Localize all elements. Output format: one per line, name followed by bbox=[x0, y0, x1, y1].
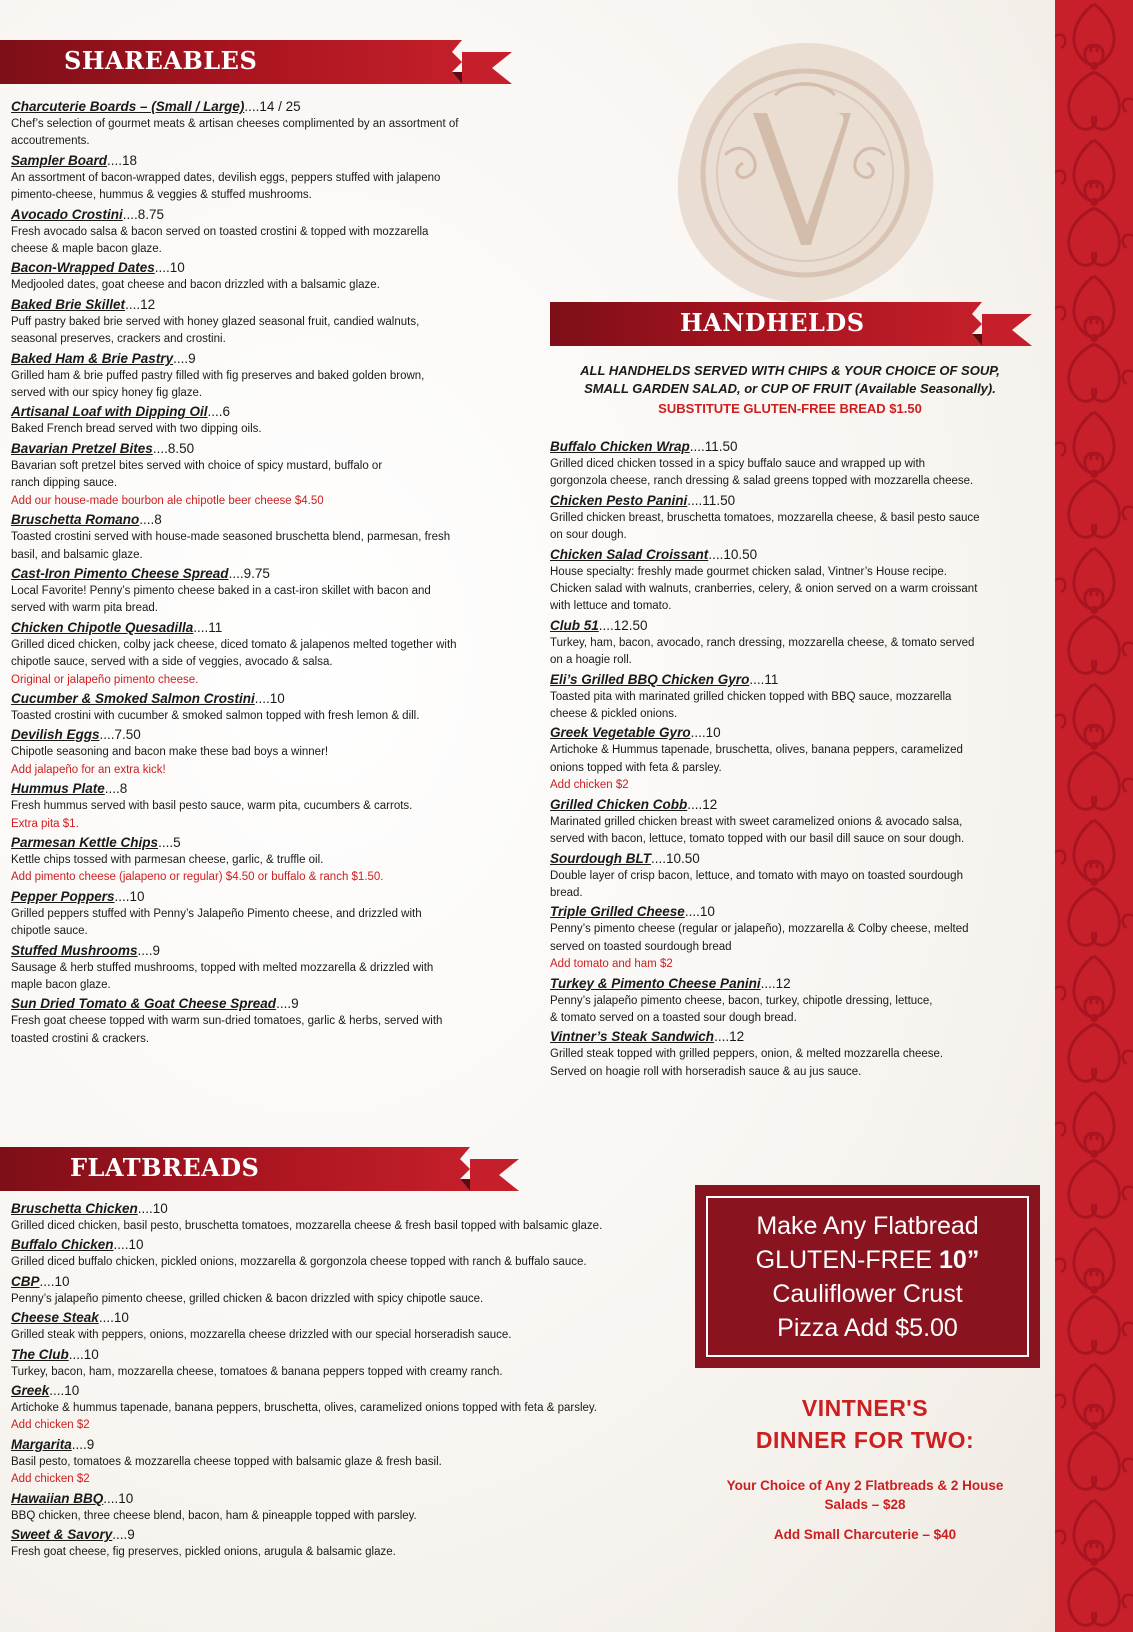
menu-item-price: ....10 bbox=[113, 1237, 144, 1253]
menu-item-description: gorgonzola cheese, ranch dressing & salad greens topped with mozzarella cheese. bbox=[550, 475, 974, 488]
menu-item-header bbox=[11, 439, 531, 458]
menu-item-price: ....10.50 bbox=[708, 546, 758, 562]
menu-item bbox=[11, 510, 531, 564]
menu-item-description: Turkey, ham, bacon, avocado, ranch dressing, mozzarella cheese, & tomato served bbox=[550, 636, 975, 649]
menu-item-description: on sour dough. bbox=[550, 529, 627, 542]
menu-item-header bbox=[11, 779, 531, 798]
gluten-free-promo-box bbox=[695, 1185, 1040, 1368]
flatbreads-banner bbox=[0, 1145, 522, 1193]
menu-item-description: accoutrements. bbox=[11, 135, 90, 148]
menu-item bbox=[550, 437, 1040, 491]
menu-item bbox=[11, 1272, 691, 1308]
menu-item bbox=[11, 1199, 691, 1235]
menu-item-description: Chicken salad with walnuts, cranberries, celery, & onion served on a warm croissant bbox=[550, 583, 978, 596]
menu-item-header bbox=[550, 849, 1040, 868]
menu-item-header bbox=[11, 1525, 691, 1544]
menu-item-description: Chef’s selection of gourmet meats & artisan cheeses complimented by an assortment of bbox=[11, 118, 459, 130]
menu-item-price: ....10.50 bbox=[650, 850, 700, 866]
menu-item-header bbox=[11, 994, 531, 1013]
menu-item-price: ....9 bbox=[173, 350, 196, 366]
menu-item-addon-note: Original or jalapeño pimento cheese. bbox=[11, 673, 199, 686]
menu-item-price: ....10 bbox=[684, 904, 715, 920]
handhelds-banner bbox=[550, 300, 1035, 348]
menu-item-name: Hummus Plate bbox=[11, 781, 105, 797]
handhelds-intro-line1: ALL HANDHELDS SERVED WITH CHIPS & YOUR CHOICE OF SOUP, bbox=[580, 363, 1000, 378]
menu-item-description: Fresh goat cheese topped with warm sun-dried tomatoes, garlic & herbs, served with bbox=[11, 1015, 443, 1028]
menu-item-description: on a hoagie roll. bbox=[550, 654, 632, 667]
menu-item bbox=[11, 994, 531, 1048]
menu-item-price: ....6 bbox=[207, 404, 231, 420]
menu-item-name: CBP bbox=[11, 1273, 40, 1289]
menu-item bbox=[11, 1489, 691, 1525]
menu-item-header bbox=[11, 1345, 691, 1364]
menu-item-description: Grilled chicken breast, bruschetta tomatoes, mozzarella cheese, & basil pesto sauce bbox=[550, 511, 980, 524]
menu-item bbox=[11, 564, 531, 618]
menu-item-header bbox=[11, 295, 531, 314]
menu-item-description: Medjooled dates, goat cheese and bacon drizzled with a balsamic glaze. bbox=[11, 279, 380, 292]
menu-item-description: with lettuce and tomato. bbox=[550, 600, 672, 613]
menu-item bbox=[11, 725, 531, 779]
menu-item bbox=[550, 849, 1040, 903]
gf-line3: Cauliflower Crust bbox=[772, 1279, 963, 1308]
menu-item bbox=[11, 1381, 691, 1435]
menu-item-price: ....11 bbox=[749, 671, 779, 687]
menu-item-price: ....10 bbox=[254, 690, 285, 706]
menu-item-description: onions topped with feta & parsley. bbox=[550, 761, 722, 774]
menu-item-price: ....12 bbox=[125, 296, 156, 312]
menu-item-description: Artichoke & hummus tapenade, banana peppers, bruschetta, olives, caramelized onions topped with feta & parsley. bbox=[11, 1402, 597, 1415]
menu-item-price: ....18 bbox=[107, 152, 138, 168]
menu-item-price: ....10 bbox=[98, 1310, 129, 1326]
menu-item-header bbox=[550, 670, 1040, 689]
menu-item-description: served with bacon, lettuce, tomato topped with our basil dill sauce on sour dough. bbox=[550, 833, 965, 846]
menu-item-description: Grilled diced chicken tossed in a spicy buffalo sauce and wrapped up with bbox=[550, 458, 926, 470]
menu-item-description: Toasted crostini served with house-made seasoned bruschetta blend, parmesan, fresh bbox=[11, 531, 451, 544]
menu-item-description: chipotle sauce. bbox=[11, 925, 88, 938]
menu-item-header bbox=[11, 1199, 691, 1218]
menu-item bbox=[11, 151, 531, 205]
menu-item-description: Grilled diced buffalo chicken, pickled onions, mozzarella & gorgonzola cheese topped with ranch & buffalo sauce. bbox=[11, 1256, 587, 1269]
menu-item-name: Stuffed Mushrooms bbox=[11, 942, 138, 958]
menu-item-name: Eli’s Grilled BBQ Chicken Gyro bbox=[550, 671, 750, 687]
menu-item bbox=[550, 902, 1040, 973]
menu-item-header bbox=[550, 545, 1040, 564]
menu-item-description: Bavarian soft pretzel bites served with choice of spicy mustard, buffalo or bbox=[11, 459, 383, 472]
menu-item-description: toasted crostini & crackers. bbox=[11, 1032, 150, 1045]
menu-item-header bbox=[550, 1027, 1040, 1046]
menu-item-price: ....11.50 bbox=[689, 439, 738, 454]
menu-item bbox=[550, 670, 1040, 724]
menu-item-header bbox=[11, 1489, 691, 1508]
menu-item bbox=[11, 618, 531, 689]
menu-item-description: Double layer of crisp bacon, lettuce, and tomato with mayo on toasted sourdough bbox=[550, 869, 963, 882]
menu-item bbox=[11, 779, 531, 833]
menu-item bbox=[11, 941, 531, 995]
menu-item-name: Artisanal Loaf with Dipping Oil bbox=[11, 404, 208, 420]
menu-item-description: Grilled ham & brie puffed pastry filled with fig preserves and baked golden brown, bbox=[11, 369, 425, 382]
menu-item-name: Cast-Iron Pimento Cheese Spread bbox=[11, 565, 229, 581]
menu-item-price: ....9 bbox=[112, 1527, 135, 1543]
dinner-for-two-title bbox=[720, 1392, 1010, 1456]
menu-item-description: basil, and balsamic glaze. bbox=[11, 548, 143, 561]
menu-item-price: ....10 bbox=[114, 888, 145, 904]
menu-item bbox=[11, 833, 531, 887]
menu-item-price: ....9 bbox=[276, 996, 299, 1012]
menu-item-header bbox=[11, 97, 531, 116]
menu-item-addon-note: Add our house-made bourbon ale chipotle beer cheese $4.50 bbox=[11, 494, 324, 507]
menu-item-header bbox=[550, 723, 1040, 742]
gf-line4: Pizza Add $5.00 bbox=[777, 1313, 958, 1342]
menu-item-header bbox=[11, 564, 531, 583]
menu-item-name: Chicken Pesto Panini bbox=[550, 492, 688, 508]
menu-item-price: ....8 bbox=[104, 781, 128, 797]
menu-item-header bbox=[550, 437, 1040, 456]
menu-item-description: Kettle chips tossed with parmesan cheese, garlic, & truffle oil. bbox=[11, 853, 324, 866]
menu-item-name: Greek Vegetable Gyro bbox=[550, 725, 691, 741]
menu-item-name: Charcuterie Boards – (Small / Large) bbox=[11, 99, 245, 114]
menu-item-price: ....9 bbox=[71, 1436, 95, 1452]
menu-item-name: Baked Brie Skillet bbox=[11, 296, 126, 312]
v-monogram-seal bbox=[655, 35, 955, 315]
menu-item-description: Artichoke & Hummus tapenade, bruschetta, olives, banana peppers, caramelized bbox=[550, 744, 963, 757]
menu-item-price: ....10 bbox=[68, 1346, 99, 1362]
menu-item bbox=[11, 97, 531, 151]
menu-item-header bbox=[11, 205, 531, 224]
menu-item-addon-note: Add pimento cheese (jalapeno or regular) $4.50 or buffalo & ranch $1.50. bbox=[11, 871, 384, 884]
menu-item bbox=[11, 887, 531, 941]
menu-item-header bbox=[11, 1272, 691, 1291]
menu-item bbox=[11, 1525, 691, 1561]
menu-item-addon-note: Add chicken $2 bbox=[11, 1419, 90, 1432]
menu-item bbox=[550, 795, 1040, 849]
dinner-offer-line2: Salads – $28 bbox=[824, 1497, 906, 1512]
menu-item-price: ....5 bbox=[158, 834, 181, 850]
menu-item-addon-note: Extra pita $1. bbox=[11, 817, 79, 830]
menu-item-description: Turkey, bacon, ham, mozzarella cheese, tomatoes & banana peppers topped with creamy ranch. bbox=[11, 1365, 503, 1378]
menu-item-price: ....8.75 bbox=[122, 206, 165, 222]
menu-item-description: pimento-cheese, hummus & veggies & stuffed mushrooms. bbox=[11, 189, 312, 202]
menu-item-header bbox=[11, 1235, 691, 1254]
menu-item-description: cheese & maple bacon glaze. bbox=[11, 243, 162, 256]
dinner-title-line1: VINTNER'S bbox=[801, 1395, 929, 1421]
menu-item-price: ....12 bbox=[760, 975, 791, 991]
menu-item-addon-note: Add jalapeño for an extra kick! bbox=[11, 763, 166, 776]
menu-item-header bbox=[550, 974, 1040, 993]
menu-item bbox=[11, 402, 531, 438]
menu-item-description: Fresh goat cheese, fig preserves, pickled onions, arugula & balsamic glaze. bbox=[11, 1546, 396, 1559]
menu-item-description: Grilled steak with peppers, onions, mozzarella cheese drizzled with our special horseradish sauce. bbox=[11, 1329, 512, 1342]
menu-item-name: Greek bbox=[11, 1383, 50, 1399]
menu-item bbox=[550, 1027, 1040, 1081]
menu-item-name: Devilish Eggs bbox=[11, 727, 100, 743]
menu-item-description: Sausage & herb stuffed mushrooms, topped with melted mozzarella & drizzled with bbox=[11, 961, 434, 974]
menu-item-header bbox=[11, 618, 531, 637]
menu-item bbox=[550, 723, 1040, 794]
menu-item-price: ....9 bbox=[137, 942, 161, 958]
menu-item-price: ....10 bbox=[154, 260, 185, 276]
menu-item-header bbox=[11, 151, 531, 170]
menu-item-price: ....12 bbox=[687, 796, 718, 812]
menu-item-header bbox=[550, 902, 1040, 921]
menu-item bbox=[550, 545, 1040, 616]
menu-item-price: ....8 bbox=[139, 512, 162, 528]
menu-item-price: ....8.50 bbox=[152, 440, 195, 456]
menu-item-description: Grilled peppers stuffed with Penny’s Jalapeño Pimento cheese, and drizzled with bbox=[11, 907, 422, 920]
damask-strip bbox=[1055, 0, 1133, 1632]
menu-item-name: Chicken Salad Croissant bbox=[550, 546, 709, 562]
menu-item-description: An assortment of bacon-wrapped dates, devilish eggs, peppers stuffed with jalapeno bbox=[11, 171, 441, 184]
menu-item-description: House specialty: freshly made gourmet chicken salad, Vintner’s House recipe. bbox=[550, 565, 947, 578]
dinner-title-line2: DINNER FOR TWO: bbox=[755, 1427, 975, 1453]
menu-item-price: ....14 / 25 bbox=[244, 99, 301, 114]
menu-item-description: Served on hoagie roll with horseradish sauce & au jus sauce. bbox=[550, 1065, 862, 1078]
dinner-offer-line1: Your Choice of Any 2 Flatbreads & 2 House bbox=[726, 1478, 1004, 1493]
menu-item-description: Toasted pita with marinated grilled chicken topped with BBQ sauce, mozzarella bbox=[550, 690, 952, 703]
menu-item-price: ....7.50 bbox=[99, 727, 141, 743]
menu-item bbox=[11, 349, 531, 403]
menu-item-price: ....12.50 bbox=[598, 617, 648, 633]
menu-item-name: Vintner’s Steak Sandwich bbox=[550, 1029, 715, 1045]
menu-item-name: Bavarian Pretzel Bites bbox=[11, 440, 153, 456]
menu-item-price: ....10 bbox=[39, 1273, 70, 1289]
menu-item-name: Baked Ham & Brie Pastry bbox=[11, 350, 174, 366]
menu-item-header bbox=[11, 510, 531, 529]
menu-item-addon-note: Add chicken $2 bbox=[550, 779, 629, 792]
menu-item-header bbox=[11, 887, 531, 906]
menu-item-description: ranch dipping sauce. bbox=[11, 477, 118, 490]
handhelds-intro bbox=[540, 362, 1040, 398]
gf-line2-text: GLUTEN-FREE bbox=[755, 1245, 933, 1274]
handhelds-title: HANDHELDS bbox=[680, 308, 865, 337]
menu-item-description: Basil pesto, tomatoes & mozzarella cheese topped with balsamic glaze & fresh basil. bbox=[11, 1455, 442, 1468]
menu-item-name: Buffalo Chicken Wrap bbox=[550, 439, 690, 454]
menu-item-description: Grilled diced chicken, basil pesto, bruschetta tomatoes, mozzarella cheese & fresh basil topped with balsamic glaze. bbox=[11, 1220, 603, 1232]
gf-size: 10” bbox=[939, 1245, 980, 1274]
menu-item-name: Avocado Crostini bbox=[11, 206, 123, 222]
menu-item-name: Buffalo Chicken bbox=[11, 1237, 114, 1253]
menu-item-price: ....10 bbox=[137, 1201, 168, 1216]
menu-item-description: Penny’s jalapeño pimento cheese, bacon, turkey, chipotle dressing, lettuce, bbox=[550, 994, 933, 1007]
menu-item-description: served with our spicy honey fig glaze. bbox=[11, 387, 203, 400]
menu-item-description: Fresh hummus served with basil pesto sauce, warm pita, cucumbers & carrots. bbox=[11, 800, 413, 813]
menu-item-name: Bacon-Wrapped Dates bbox=[11, 260, 155, 276]
gluten-free-bread-note: SUBSTITUTE GLUTEN-FREE BREAD $1.50 bbox=[658, 401, 922, 416]
menu-item-description: Marinated grilled chicken breast with sweet caramelized onions & avocado salsa, bbox=[550, 815, 963, 828]
menu-item-name: Club 51 bbox=[550, 617, 599, 633]
menu-item-description: Penny’s pimento cheese (regular or jalapeño), mozzarella & Colby cheese, melted bbox=[550, 923, 969, 936]
menu-item-description: Fresh avocado salsa & bacon served on toasted crostini & topped with mozzarella bbox=[11, 225, 429, 238]
menu-item-header bbox=[11, 1381, 691, 1400]
menu-item-description: seasonal preserves, crackers and crostini. bbox=[11, 333, 226, 346]
menu-item-name: Margarita bbox=[11, 1436, 72, 1452]
menu-item-price: ....9.75 bbox=[228, 565, 270, 581]
menu-item bbox=[11, 1235, 691, 1271]
handhelds-intro-line2: SMALL GARDEN SALAD, or CUP OF FRUIT (Available Seasonally). bbox=[584, 381, 996, 396]
menu-item-description: Grilled steak topped with grilled peppers, onion, & melted mozzarella cheese. bbox=[550, 1048, 944, 1061]
menu-item-description: Puff pastry baked brie served with honey glazed seasonal fruit, candied walnuts, bbox=[11, 315, 420, 328]
menu-item-header bbox=[550, 795, 1040, 814]
menu-item bbox=[11, 1345, 691, 1381]
menu-item-description: Grilled diced chicken, colby jack cheese, diced tomato & jalapenos melted together with bbox=[11, 638, 457, 651]
gf-line2 bbox=[756, 1243, 980, 1277]
menu-item-header bbox=[550, 491, 1040, 510]
menu-item bbox=[11, 205, 531, 259]
menu-item-description: Chipotle seasoning and bacon make these bad boys a winner! bbox=[11, 746, 329, 759]
menu-item-description: maple bacon glaze. bbox=[11, 979, 111, 991]
flatbreads-title: FLATBREADS bbox=[70, 1153, 260, 1182]
menu-item-header bbox=[11, 258, 531, 277]
menu-item-header bbox=[11, 1435, 691, 1454]
menu-item-name: Sweet & Savory bbox=[11, 1527, 113, 1543]
menu-item-name: Bruschetta Chicken bbox=[11, 1201, 138, 1216]
menu-item-addon-note: Add chicken $2 bbox=[11, 1473, 90, 1486]
menu-item-description: chipotle sauce, served with a side of veggies, avocado & salsa. bbox=[11, 656, 333, 669]
menu-item-name: Turkey & Pimento Cheese Panini bbox=[550, 975, 761, 991]
menu-item bbox=[550, 974, 1040, 1028]
shareables-title: SHAREABLES bbox=[64, 46, 258, 75]
menu-item-description: Local Favorite! Penny’s pimento cheese baked in a cast-iron skillet with bacon and bbox=[11, 584, 431, 597]
menu-item-price: ....10 bbox=[690, 725, 721, 741]
menu-item-description: served with warm pita bread. bbox=[11, 602, 159, 615]
menu-item-price: ....11.50 bbox=[687, 492, 736, 508]
menu-item-header bbox=[11, 725, 531, 744]
menu-item-name: The Club bbox=[11, 1346, 69, 1362]
menu-item-description: bread. bbox=[550, 886, 583, 899]
menu-item-header bbox=[11, 689, 531, 708]
menu-item-description: & tomato served on a toasted sour dough bread. bbox=[550, 1011, 797, 1024]
menu-item-name: Parmesan Kettle Chips bbox=[11, 834, 159, 850]
menu-item-name: Bruschetta Romano bbox=[11, 512, 140, 528]
dinner-addon: Add Small Charcuterie – $40 bbox=[773, 1527, 957, 1542]
menu-item bbox=[550, 491, 1040, 545]
menu-item-name: Chicken Chipotle Quesadilla bbox=[11, 619, 194, 635]
menu-item-price: ....10 bbox=[103, 1490, 134, 1506]
menu-item-description: Penny’s jalapeño pimento cheese, grilled chicken & bacon drizzled with spicy chipotle sauce. bbox=[11, 1292, 484, 1305]
menu-item-description: served on toasted sourdough bread bbox=[550, 940, 732, 953]
menu-item bbox=[11, 1308, 691, 1344]
menu-item-name: Grilled Chicken Cobb bbox=[550, 796, 688, 812]
menu-item bbox=[11, 1435, 691, 1489]
menu-item-description: Toasted crostini with cucumber & smoked salmon topped with fresh lemon & dill. bbox=[11, 709, 420, 722]
shareables-banner bbox=[0, 38, 515, 86]
menu-item-description: Baked French bread served with two dipping oils. bbox=[11, 423, 262, 436]
menu-item-header bbox=[11, 349, 531, 368]
flatbreads-list bbox=[11, 1199, 691, 1561]
menu-item-name: Hawaiian BBQ bbox=[11, 1490, 104, 1506]
gluten-free-promo-frame bbox=[706, 1196, 1029, 1357]
menu-item-price: ....12 bbox=[714, 1029, 745, 1045]
menu-item bbox=[11, 439, 531, 510]
menu-item bbox=[11, 295, 531, 349]
menu-item bbox=[550, 616, 1040, 670]
menu-item-name: Triple Grilled Cheese bbox=[550, 904, 685, 920]
menu-item-header bbox=[550, 616, 1040, 635]
menu-item-name: Sourdough BLT bbox=[550, 850, 651, 866]
menu-item-name: Cheese Steak bbox=[11, 1310, 99, 1326]
menu-item-name: Sun Dried Tomato & Goat Cheese Spread bbox=[11, 996, 277, 1012]
menu-item-header bbox=[11, 941, 531, 960]
shareables-list bbox=[11, 97, 531, 1048]
menu-item-price: ....10 bbox=[49, 1383, 80, 1399]
menu-item-name: Cucumber & Smoked Salmon Crostini bbox=[11, 690, 255, 706]
menu-item-price: ....11 bbox=[193, 619, 223, 635]
menu-item bbox=[11, 258, 531, 294]
gf-line1: Make Any Flatbread bbox=[756, 1211, 979, 1240]
menu-item-description: BBQ chicken, three cheese blend, bacon, ham & pineapple topped with parsley. bbox=[11, 1509, 417, 1522]
menu-item-header bbox=[11, 1308, 691, 1327]
menu-item-header bbox=[11, 402, 531, 421]
menu-item bbox=[11, 689, 531, 725]
menu-item-addon-note: Add tomato and ham $2 bbox=[550, 958, 673, 971]
handhelds-list bbox=[550, 437, 1040, 1081]
menu-item-name: Pepper Poppers bbox=[11, 888, 115, 904]
menu-item-name: Sampler Board bbox=[11, 152, 108, 168]
menu-item-description: cheese & pickled onions. bbox=[550, 708, 678, 721]
menu-item-header bbox=[11, 833, 531, 852]
